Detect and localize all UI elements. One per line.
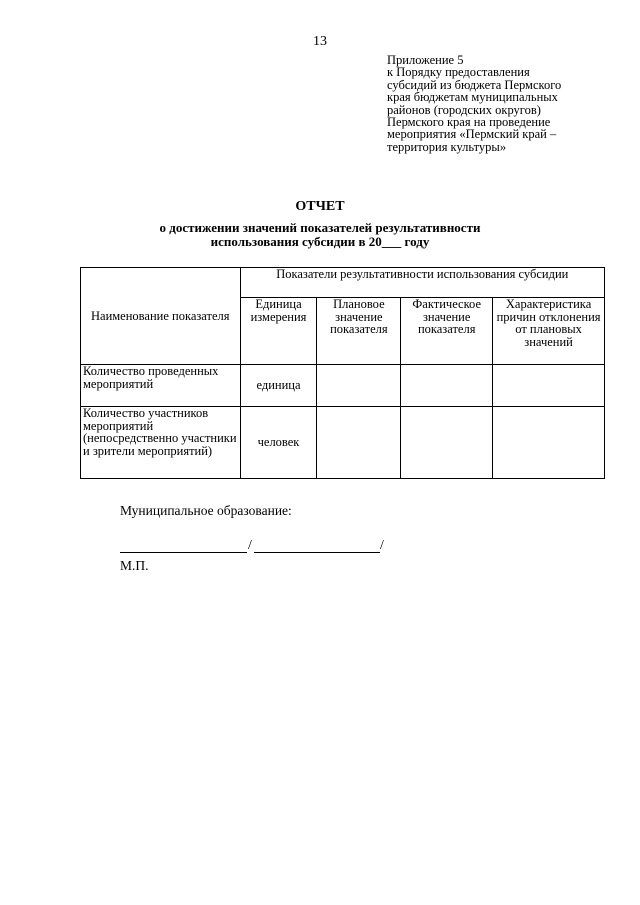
subtitle-line: о достижении значений показателей результативности (159, 220, 481, 235)
signature-line[interactable] (120, 552, 247, 553)
row-indicator-name: Количество участников мероприятий (непосредственно участники и зрители мероприятий) (81, 407, 241, 479)
row-indicator-name: Количество проведенных мероприятий (81, 365, 241, 407)
municipality-label: Муниципальное образование: (120, 503, 292, 518)
appendix-line: к Порядку предоставления (387, 65, 530, 80)
subtitle-line: использования субсидии в 20___ году (210, 234, 430, 249)
row-deviation-reason[interactable] (493, 365, 605, 407)
row-unit: единица (240, 365, 317, 407)
page-number: 13 (313, 34, 327, 49)
indicators-table (80, 267, 605, 479)
table-row (81, 407, 605, 479)
appendix-line: районов (городских округов) (387, 102, 541, 117)
appendix-line: территория культуры» (387, 139, 507, 154)
appendix-line: Пермского края на проведение (387, 115, 551, 130)
appendix-line: края бюджетам муниципальных (387, 90, 558, 105)
signature-separator: / (380, 538, 384, 553)
signature-separator: / (248, 538, 252, 553)
row-deviation-reason[interactable] (493, 407, 605, 479)
name-line[interactable] (254, 552, 380, 553)
appendix-line: субсидий из бюджета Пермского (387, 77, 562, 92)
header-unit: Единица измерения (240, 298, 317, 365)
stamp-label: М.П. (120, 558, 149, 573)
table-row (81, 365, 605, 407)
report-title: ОТЧЕТ (295, 199, 345, 214)
header-plan-value: Плановое значение показателя (317, 298, 401, 365)
row-plan-value[interactable] (317, 407, 401, 479)
row-unit: человек (240, 407, 317, 479)
report-subtitle (0, 221, 640, 249)
row-fact-value[interactable] (401, 365, 493, 407)
row-fact-value[interactable] (401, 407, 493, 479)
header-deviation-reason: Характеристика причин отклонения от плановых значений (493, 298, 605, 365)
appendix-line: мероприятия «Пермский край – (387, 127, 557, 142)
header-fact-value: Фактическое значение показателя (401, 298, 493, 365)
header-indicator-name: Наименование показателя (81, 268, 241, 365)
header-indicators-group: Показатели результативности использования субсидии (240, 268, 604, 298)
appendix-line: Приложение 5 (387, 53, 464, 67)
appendix-block (387, 54, 627, 153)
row-plan-value[interactable] (317, 365, 401, 407)
